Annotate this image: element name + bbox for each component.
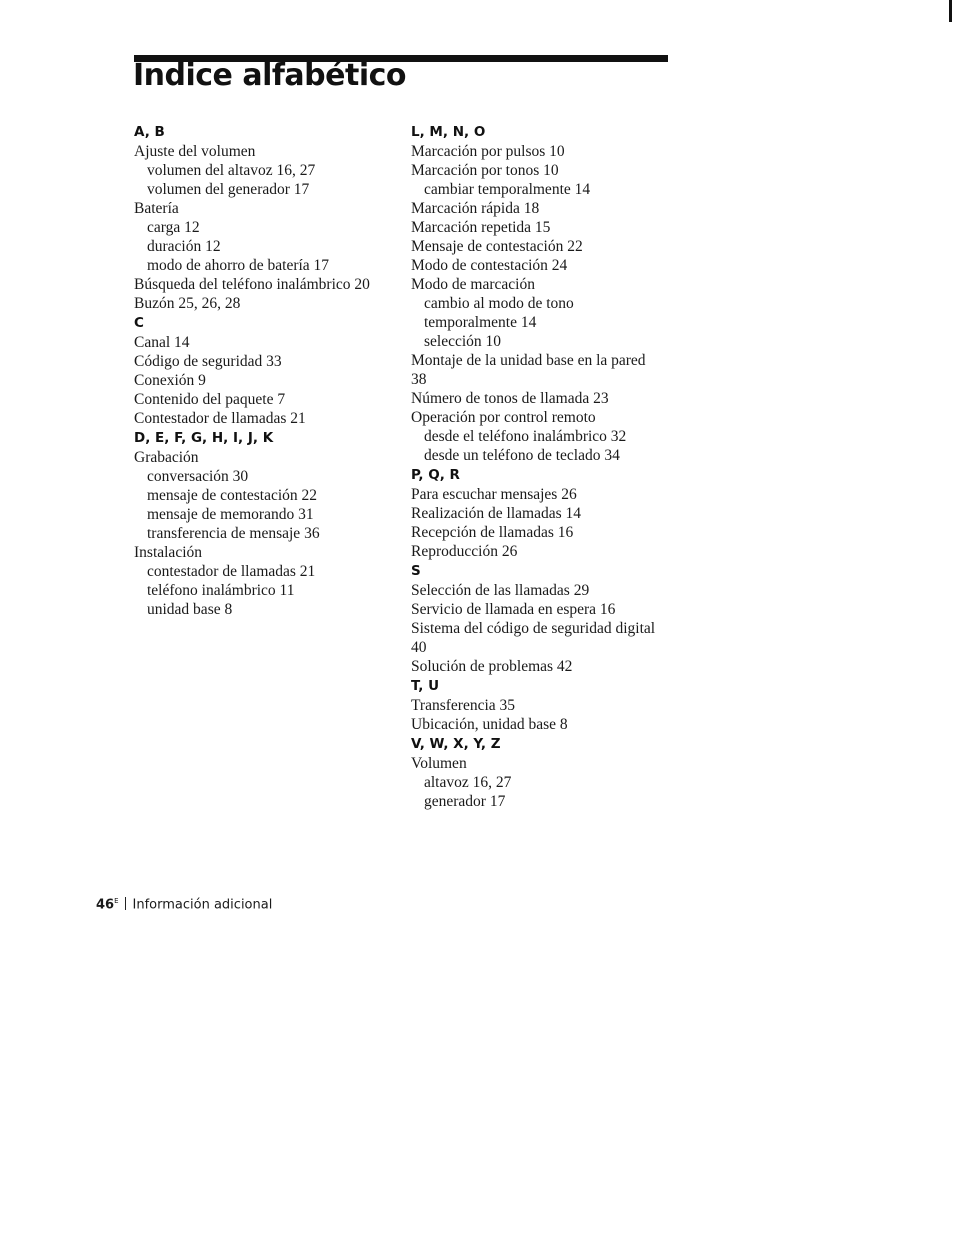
index-entry: Marcación rápida 18: [411, 200, 540, 217]
index-entry: 38: [411, 371, 427, 388]
index-column-right: [411, 122, 681, 811]
index-entry: Modo de marcación: [411, 276, 535, 293]
index-subentry: transferencia de mensaje 36: [147, 525, 320, 542]
index-subentry: volumen del generador 17: [147, 181, 310, 198]
index-section-heading: T, U: [411, 678, 440, 694]
index-entry: Grabación: [134, 449, 199, 466]
index-subentry: selección 10: [424, 333, 502, 350]
index-subentry: altavoz 16, 27: [424, 774, 512, 791]
index-entry: Conexión 9: [134, 372, 206, 389]
page-number-suffix: E: [114, 897, 119, 905]
index-entry: Selección de las llamadas 29: [411, 582, 590, 599]
index-section-heading: A, B: [134, 124, 165, 140]
footer-divider: [125, 897, 126, 910]
index-entry: Canal 14: [134, 334, 190, 351]
index-subentry: unidad base 8: [147, 601, 233, 618]
index-subentry: cambiar temporalmente 14: [424, 181, 591, 198]
index-section-heading: S: [411, 563, 421, 579]
index-entry: Modo de contestación 24: [411, 257, 568, 274]
index-entry: Instalación: [134, 544, 203, 561]
page-number: 46: [96, 897, 115, 913]
index-subentry: mensaje de contestación 22: [147, 487, 318, 504]
index-subentry: teléfono inalámbrico 11: [147, 582, 295, 599]
index-entry: Reproducción 26: [411, 543, 518, 560]
index-entry: Servicio de llamada en espera 16: [411, 601, 616, 618]
index-column-left: [134, 122, 394, 619]
index-entry: Transferencia 35: [411, 697, 516, 714]
page-footer: [96, 897, 272, 912]
index-entry: Marcación por pulsos 10: [411, 143, 565, 160]
index-subentry: modo de ahorro de batería 17: [147, 257, 330, 274]
index-subentry: duración 12: [147, 238, 221, 255]
index-entry: Contenido del paquete 7: [134, 391, 286, 408]
index-entry: Mensaje de contestación 22: [411, 238, 583, 255]
index-section-heading: C: [134, 315, 144, 331]
index-entry: Volumen: [411, 755, 467, 772]
index-entry: Montaje de la unidad base en la pared: [411, 352, 646, 369]
index-subentry: conversación 30: [147, 468, 249, 485]
index-entry: Ubicación, unidad base 8: [411, 716, 568, 733]
index-subentry: temporalmente 14: [424, 314, 537, 331]
index-subentry: generador 17: [424, 793, 506, 810]
index-entry: Recepción de llamadas 16: [411, 524, 574, 541]
index-section-heading: V, W, X, Y, Z: [411, 736, 501, 752]
index-subentry: contestador de llamadas 21: [147, 563, 316, 580]
footer-section-label: Información adicional: [132, 897, 273, 913]
index-entry: Número de tonos de llamada 23: [411, 390, 609, 407]
index-entry: Contestador de llamadas 21: [134, 410, 306, 427]
index-entry: Solución de problemas 42: [411, 658, 573, 675]
index-subentry: mensaje de memorando 31: [147, 506, 314, 523]
index-entry: Marcación repetida 15: [411, 219, 551, 236]
index-entry: Ajuste del volumen: [134, 143, 256, 160]
index-subentry: cambio al modo de tono: [424, 295, 574, 312]
index-entry: 40: [411, 639, 427, 656]
index-section-heading: D, E, F, G, H, I, J, K: [134, 430, 274, 446]
index-section-heading: P, Q, R: [411, 467, 460, 483]
page-edge-mark: [949, 0, 952, 22]
index-subentry: volumen del altavoz 16, 27: [147, 162, 316, 179]
index-entry: Código de seguridad 33: [134, 353, 282, 370]
index-subentry: carga 12: [147, 219, 200, 236]
index-subentry: desde el teléfono inalámbrico 32: [424, 428, 627, 445]
index-entry: Buzón 25, 26, 28: [134, 295, 241, 312]
index-entry: Operación por control remoto: [411, 409, 596, 426]
index-entry: Búsqueda del teléfono inalámbrico 20: [134, 276, 370, 293]
index-entry: Marcación por tonos 10: [411, 162, 559, 179]
index-entry: Realización de llamadas 14: [411, 505, 582, 522]
index-entry: Para escuchar mensajes 26: [411, 486, 577, 503]
index-entry: Batería: [134, 200, 179, 217]
index-section-heading: L, M, N, O: [411, 124, 486, 140]
index-subentry: desde un teléfono de teclado 34: [424, 447, 620, 464]
index-entry: Sistema del código de seguridad digital: [411, 620, 656, 637]
page-title: Índice alfabético: [133, 58, 407, 93]
